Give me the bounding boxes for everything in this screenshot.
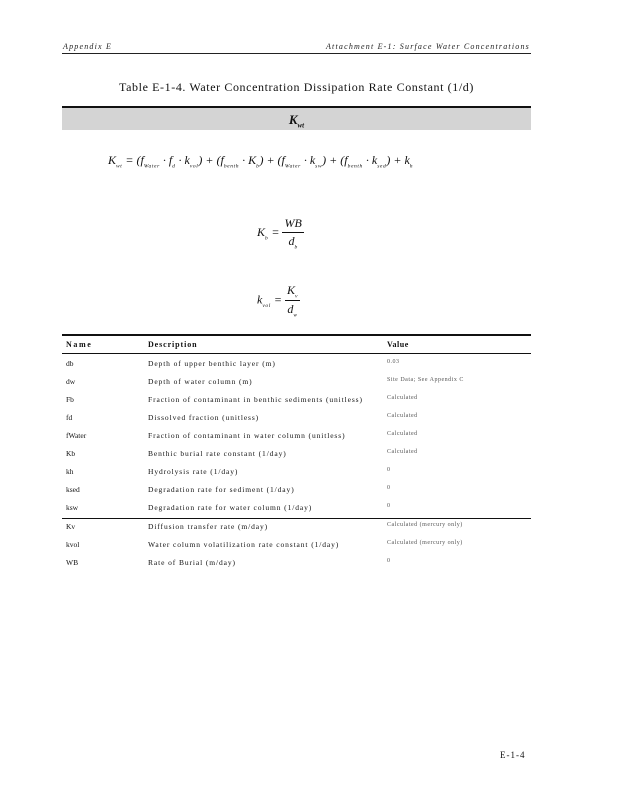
param-description: Water column volatilization rate constant (1/day) [148,540,340,549]
param-name: WB [66,558,79,567]
param-value: Calculated (mercury only) [387,540,463,546]
param-value: Site Data; See Appendix C [387,377,464,383]
table-row [62,412,531,424]
param-description: Benthic burial rate constant (1/day) [148,449,287,458]
param-name: fd [66,413,73,422]
table-row [62,358,531,370]
running-header [63,42,530,51]
param-description: Dissolved fraction (unitless) [148,413,260,422]
header-appendix: Appendix E [63,42,113,51]
header-attachment: Attachment E-1: Surface Water Concentrations [325,42,530,51]
table-row [62,502,531,514]
table-top-rule [62,334,531,336]
kb-equation: $K_b$ = $\frac{WB}{d_b}$ [257,216,302,251]
param-description: Rate of Burial (m/day) [148,558,236,567]
kvol-fraction: $\frac{K_v}{d_w}$ [286,283,299,319]
table-row [62,557,531,569]
column-header-value: Value [387,340,409,349]
param-name: db [66,359,74,368]
param-description: Degradation rate for water column (1/day) [148,503,313,512]
table-row [62,448,531,460]
param-value: Calculated (mercury only) [387,522,463,528]
param-value: Calculated [387,395,418,401]
param-name: dw [66,377,76,386]
param-description: Fraction of contaminant in water column (unitless) [148,431,346,440]
band-symbol-sub: wt [297,121,305,130]
table-row [62,394,531,406]
table-row [62,484,531,496]
param-value: 0 [387,503,391,509]
param-value: Calculated [387,449,418,455]
param-description: Fraction of contaminant in benthic sediments (unitless) [148,395,363,404]
param-name: kh [66,467,74,476]
param-description: Depth of upper benthic layer (m) [148,359,276,368]
page-number: E-1-4 [500,750,526,760]
table-header [62,340,531,352]
param-name: fWater [66,431,87,440]
param-name: ksed [66,485,80,494]
band-symbol: K [288,112,298,127]
main-equation: $K_{wt} = (f_{Water} \cdot f_d \cdot k_{vol}) + (f_{benth} \cdot K_b) + (f_{Water} \cdot k_{sw}) + (f_{benth} \cdot k_{sed}) + k_h$ [108,153,414,170]
kvol-equation: $k_{vol}$ = $\frac{K_v}{d_w}$ [257,283,299,319]
table-row [62,539,531,551]
param-name: Kb [66,449,76,458]
param-name: kvol [66,540,80,549]
param-description: Degradation rate for sediment (1/day) [148,485,295,494]
mercury-section-rule [62,518,531,519]
param-value: 0 [387,467,391,473]
symbol-band [62,108,531,130]
header-rule [62,53,531,54]
param-name: Kv [66,522,76,531]
column-header-description: Description [148,340,198,349]
param-value: Calculated [387,413,418,419]
header-bottom-rule [62,353,531,354]
param-value: 0.03 [387,359,400,365]
table-row [62,521,531,533]
param-name: ksw [66,503,79,512]
kb-fraction: $\frac{WB}{d_b}$ [284,216,302,251]
param-value: 0 [387,558,391,564]
table-title: Table E-1-4. Water Concentration Dissipation Rate Constant (1/d) [119,80,474,94]
table-row [62,466,531,478]
column-header-name: Name [66,340,93,349]
param-value: 0 [387,485,391,491]
table-row [62,430,531,442]
table-row [62,376,531,388]
param-value: Calculated [387,431,418,437]
param-description: Depth of water column (m) [148,377,253,386]
param-description: Hydrolysis rate (1/day) [148,467,239,476]
param-name: Fb [66,395,74,404]
param-description: Diffusion transfer rate (m/day) [148,522,269,531]
